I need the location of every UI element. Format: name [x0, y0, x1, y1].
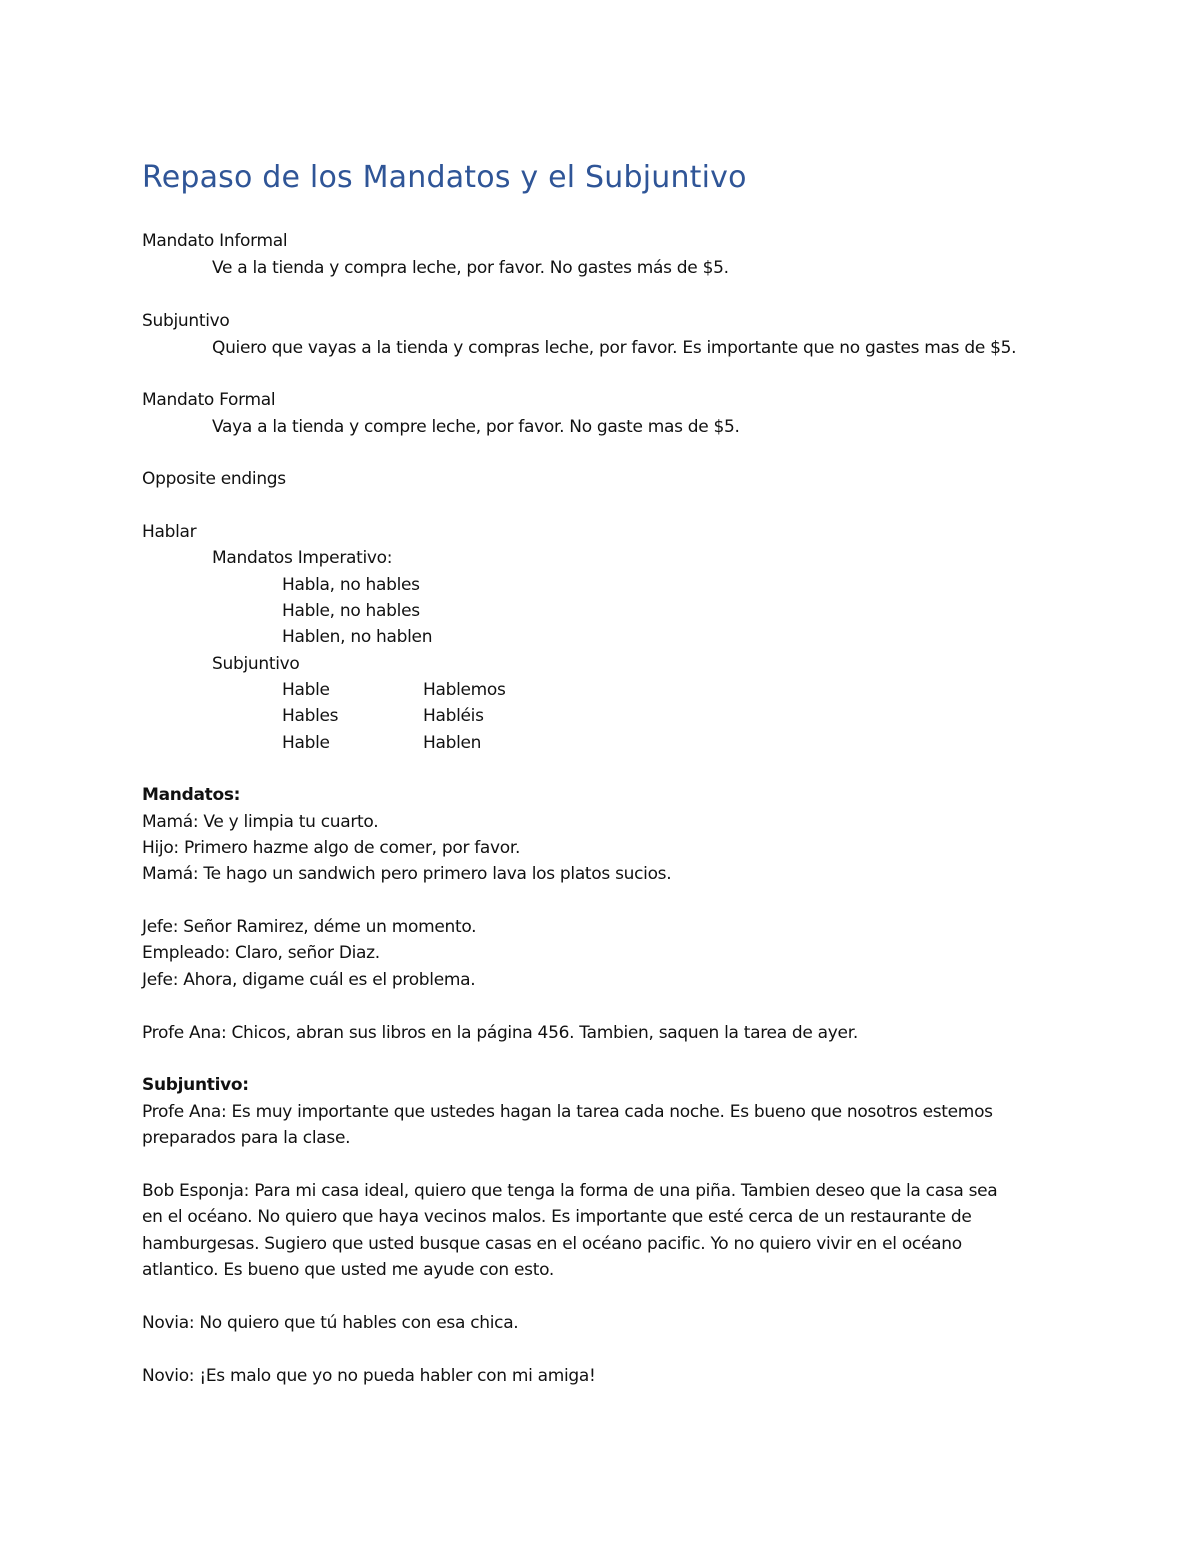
- subjuntivo-singular-form: Hable: [282, 680, 330, 700]
- imperativo-heading: Mandatos Imperativo:: [212, 548, 393, 568]
- dialogue-line: Mamá: Te hago un sandwich pero primero lava los platos sucios.: [142, 864, 672, 884]
- dialogue-line: Jefe: Señor Ramirez, déme un momento.: [142, 917, 477, 937]
- heading-mandato-informal: Mandato Informal: [142, 231, 288, 251]
- verb-hablar: Hablar: [142, 522, 197, 542]
- example-mandato-informal: Ve a la tienda y compra leche, por favor. No gastes más de $5.: [212, 258, 729, 278]
- paragraph-line: preparados para la clase.: [142, 1128, 351, 1148]
- subjuntivo-singular-form: Hable: [282, 733, 330, 753]
- subjuntivo-singular-form: Hables: [282, 706, 339, 726]
- dialogue-line: Jefe: Ahora, digame cuál es el problema.: [142, 970, 476, 990]
- dialogue-line: Novio: ¡Es malo que yo no pueda habler con mi amiga!: [142, 1366, 596, 1386]
- paragraph-line: en el océano. No quiero que haya vecinos malos. Es importante que esté cerca de un restaurante de: [142, 1207, 972, 1227]
- paragraph-line: atlantico. Es bueno que usted me ayude con esto.: [142, 1260, 554, 1280]
- imperativo-form: Hablen, no hablen: [282, 627, 433, 647]
- opposite-endings-label: Opposite endings: [142, 469, 286, 489]
- example-mandato-formal: Vaya a la tienda y compre leche, por favor. No gaste mas de $5.: [212, 417, 740, 437]
- heading-mandato-formal: Mandato Formal: [142, 390, 276, 410]
- subjuntivo-conjugation-heading: Subjuntivo: [212, 654, 300, 674]
- dialogue-line: Novia: No quiero que tú hables con esa chica.: [142, 1313, 519, 1333]
- paragraph-line: hamburgesas. Sugiero que usted busque casas en el océano pacific. Yo no quiero vivir en el océano: [142, 1234, 962, 1254]
- dialogue-line: Hijo: Primero hazme algo de comer, por favor.: [142, 838, 521, 858]
- imperativo-form: Hable, no hables: [282, 601, 420, 621]
- paragraph-line: Profe Ana: Es muy importante que ustedes hagan la tarea cada noche. Es bueno que nosotros estemos: [142, 1102, 993, 1122]
- subjuntivo-dialogue-heading: Subjuntivo:: [142, 1075, 249, 1095]
- dialogue-line: Profe Ana: Chicos, abran sus libros en la página 456. Tambien, saquen la tarea de ayer.: [142, 1023, 858, 1043]
- heading-subjuntivo: Subjuntivo: [142, 311, 230, 331]
- paragraph-line: Bob Esponja: Para mi casa ideal, quiero que tenga la forma de una piña. Tambien deseo que la casa sea: [142, 1181, 998, 1201]
- dialogue-line: Empleado: Claro, señor Diaz.: [142, 943, 380, 963]
- dialogue-line: Mamá: Ve y limpia tu cuarto.: [142, 812, 379, 832]
- subjuntivo-plural-form: Hablemos: [423, 680, 506, 700]
- mandatos-dialogue-heading: Mandatos:: [142, 785, 241, 805]
- example-subjuntivo: Quiero que vayas a la tienda y compras leche, por favor. Es importante que no gastes mas de $5.: [212, 338, 1017, 358]
- imperativo-form: Habla, no hables: [282, 575, 420, 595]
- subjuntivo-plural-form: Habléis: [423, 706, 484, 726]
- subjuntivo-plural-form: Hablen: [423, 733, 482, 753]
- document-title: Repaso de los Mandatos y el Subjuntivo: [142, 160, 747, 195]
